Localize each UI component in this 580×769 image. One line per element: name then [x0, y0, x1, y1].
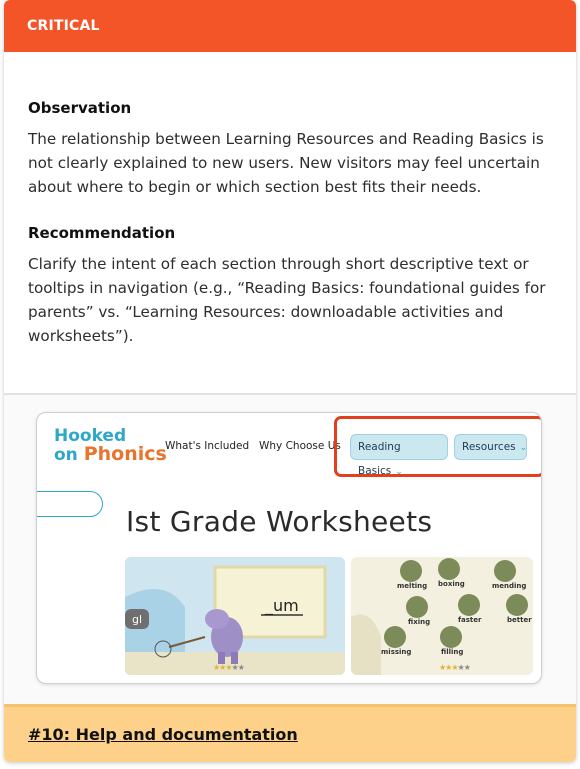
observation-text: The relationship between Learning Resources and Reading Basics is not clearly explained to new users. New visitors may feel uncertain about where to begin or which section best fits their needs. [28, 130, 544, 196]
word-label: mending [492, 582, 527, 590]
rating-stars: ★★★★★ [439, 663, 470, 672]
observation-title: Observation [28, 99, 132, 117]
screenshot-area [4, 395, 576, 704]
word-label: faster [458, 616, 482, 624]
word-label: boxing [438, 580, 465, 588]
heuristic-link[interactable]: #10: Help and documentation [28, 725, 298, 744]
svg-text:_um: _um [265, 596, 299, 615]
worksheet-thumbnail-2[interactable] [351, 557, 533, 675]
hooked-on-phonics-logo: Hooked on Phonics [54, 426, 167, 465]
reading-basics-label: Reading Basics [358, 441, 401, 477]
heuristic-card [4, 0, 576, 762]
footer-banner [4, 704, 576, 762]
outline-button[interactable] [36, 491, 103, 517]
nav-why-choose-us[interactable]: Why Choose Us [259, 440, 341, 452]
svg-text:gl: gl [131, 613, 143, 626]
word-label: better [507, 616, 532, 624]
card-body [4, 52, 576, 393]
worksheet-thumbnail-1[interactable] [125, 557, 345, 675]
rating-stars: ★★★★★ [213, 663, 244, 672]
severity-header: CRITICAL [4, 0, 576, 52]
worksheet-2-illustration [351, 557, 533, 675]
recommendation-text: Clarify the intent of each section through short descriptive text or tooltips in navigation (e.g., “Reading Basics: foundational guides for parents” vs. “Learning Resources: downloadable activities and worksheets”). [28, 255, 546, 345]
chevron-down-icon: ⌄ [395, 467, 403, 477]
word-label: missing [381, 648, 412, 656]
page-heading: Ist Grade Worksheets [126, 505, 433, 538]
resources-label: Resources [462, 441, 516, 453]
word-label: fixing [408, 618, 431, 626]
recommendation-title: Recommendation [28, 224, 176, 242]
website-screenshot [36, 412, 542, 684]
nav-whats-included[interactable]: What's Included [165, 440, 250, 452]
highlight-box [334, 416, 542, 477]
word-label: filling [441, 648, 464, 656]
worksheet-1-illustration [125, 557, 345, 675]
word-label: melting [397, 582, 428, 590]
chevron-down-icon: ⌄ [519, 443, 528, 453]
